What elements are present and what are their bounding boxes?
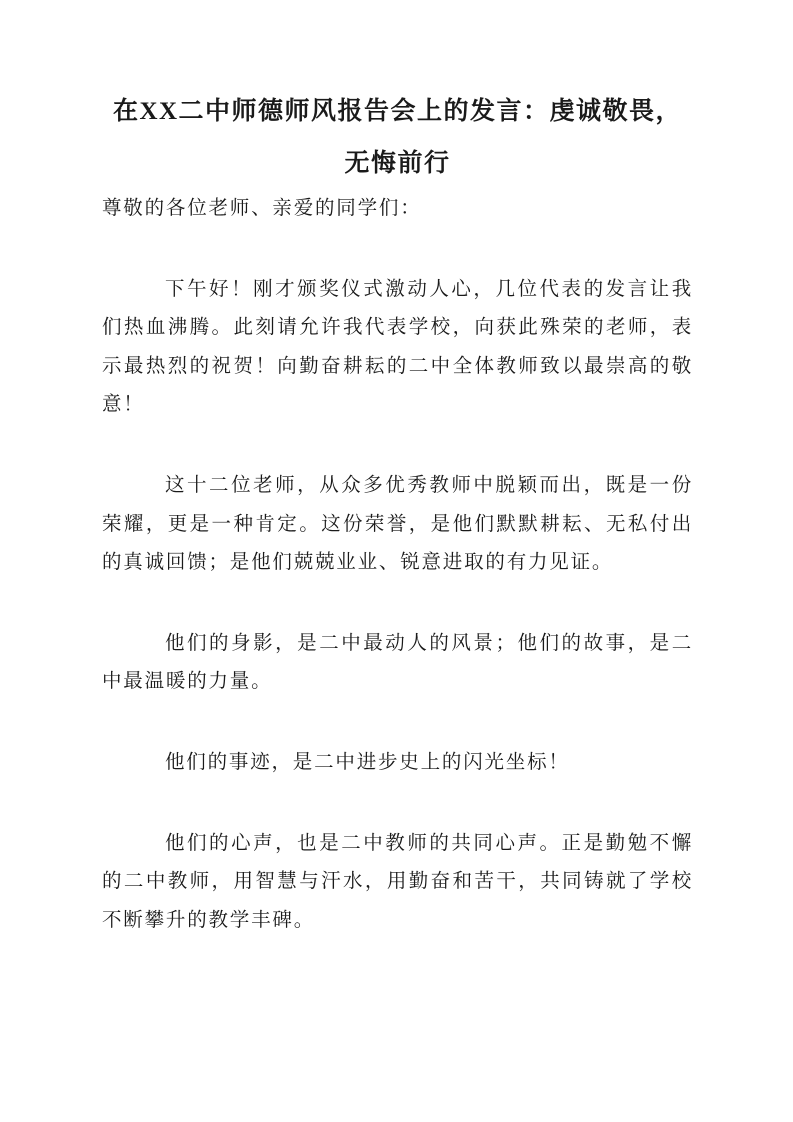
paragraph: 下午好！刚才颁奖仪式激动人心，几位代表的发言让我们热血沸腾。此刻请允许我代表学校，向获此殊荣的老师，表示最热烈的祝贺！向勤奋耕耘的二中全体教师致以最崇高的敬意！ bbox=[102, 278, 693, 416]
document-title: 在XX二中师德师风报告会上的发言：虔诚敬畏，无悔前行 bbox=[112, 98, 683, 177]
paragraph: 他们的身影，是二中最动人的风景；他们的故事，是二中最温暖的力量。 bbox=[102, 632, 693, 693]
paragraph: 他们的心声，也是二中教师的共同心声。正是勤勉不懈的二中教师，用智慧与汗水，用勤奋和苦干，共同铸就了学校不断攀升的教学丰碑。 bbox=[102, 832, 693, 931]
document-body bbox=[102, 271, 693, 941]
paragraph: 他们的事迹，是二中进步史上的闪光坐标！ bbox=[165, 751, 570, 773]
salutation: 尊敬的各位老师、亲爱的同学们： bbox=[102, 198, 422, 219]
paragraph: 这十二位老师，从众多优秀教师中脱颖而出，既是一份荣耀，更是一种肯定。这份荣誉，是他们默默耕耘、无私付出的真诚回馈；是他们兢兢业业、锐意进取的有力见证。 bbox=[102, 474, 693, 574]
